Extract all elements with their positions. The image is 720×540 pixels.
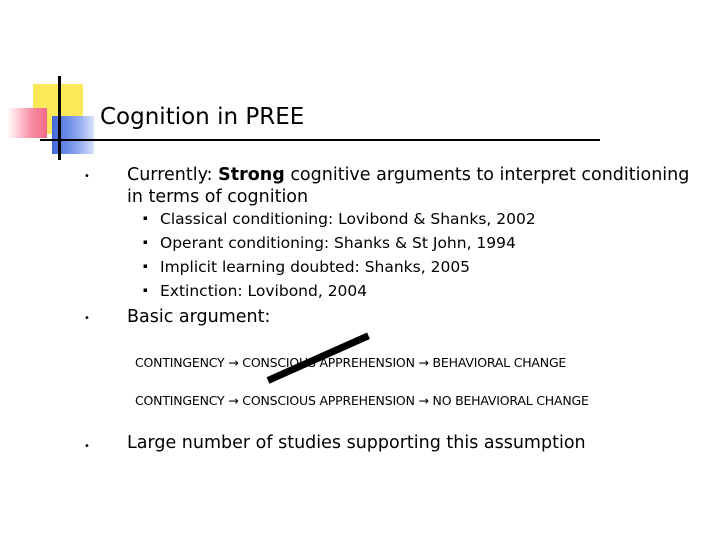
flow-line-1: CONTINGENCY → CONSCIOUS APPREHENSION → BEHAVIORAL CHANGE xyxy=(135,355,567,370)
sub-bullet-1: Classical conditioning: Lovibond & Shanks, 2002 xyxy=(160,210,536,228)
logo-graphic xyxy=(0,0,120,170)
bullet-1-rest: cognitive arguments to interpret conditioning in terms of cognition xyxy=(127,165,690,207)
title-underline xyxy=(40,139,600,141)
bullet-1-strong: Strong xyxy=(218,165,285,185)
sub-bullet-4: Extinction: Lovibond, 2004 xyxy=(160,282,368,300)
logo-red-square xyxy=(7,108,47,138)
logo-vertical-line xyxy=(58,76,61,160)
sub-bullet-marker: ▪ xyxy=(143,214,148,222)
bullet-2-text: Basic argument: xyxy=(127,307,271,327)
sub-bullet-2: Operant conditioning: Shanks & St John, 1994 xyxy=(160,234,516,252)
bullet-1-text xyxy=(127,164,707,208)
sub-bullet-marker: ▪ xyxy=(143,262,148,270)
slide-title: Cognition in PREE xyxy=(100,104,305,130)
bullet-marker: • xyxy=(84,171,90,182)
bullet-3-text: Large number of studies supporting this assumption xyxy=(127,433,586,453)
flow-line-2: CONTINGENCY → CONSCIOUS APPREHENSION → NO BEHAVIORAL CHANGE xyxy=(135,393,589,408)
sub-bullet-marker: ▪ xyxy=(143,286,148,294)
sub-bullet-3: Implicit learning doubted: Shanks, 2005 xyxy=(160,258,471,276)
bullet-marker: • xyxy=(84,313,90,324)
bullet-1-prefix: Currently: xyxy=(127,165,219,185)
sub-bullet-marker: ▪ xyxy=(143,238,148,246)
bullet-marker: • xyxy=(84,441,90,452)
